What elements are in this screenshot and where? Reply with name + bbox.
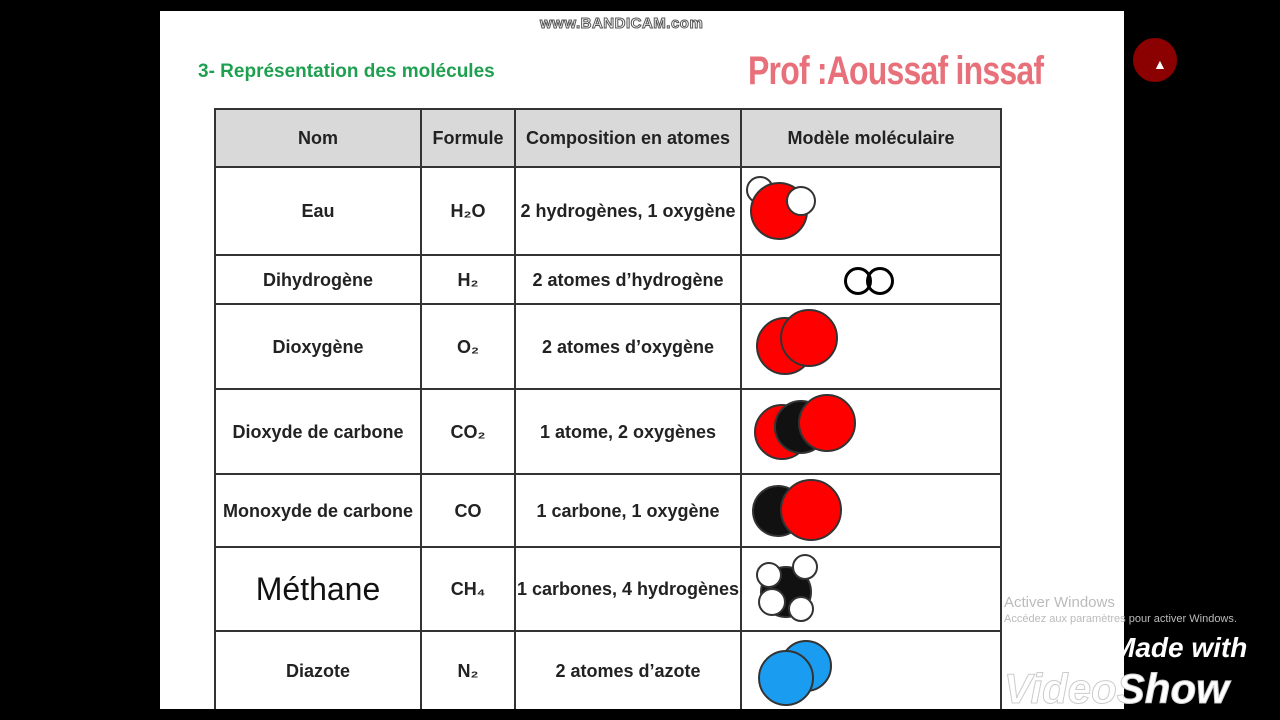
hydrogen-atom — [786, 186, 816, 216]
hydrogen-atom — [866, 267, 894, 295]
cell-nom: Diazote — [215, 631, 421, 709]
videoshow-made-with: Made with — [1112, 632, 1248, 663]
cell-formule: H₂ — [421, 255, 515, 304]
activate-windows-title: Activer Windows — [1004, 594, 1115, 611]
dioxygen-model — [741, 304, 1001, 389]
table-row — [215, 547, 1001, 631]
author-label: Prof :Aoussaf inssaf — [748, 49, 1044, 93]
hydrogen-atom — [756, 562, 782, 588]
cell-composition: 1 carbone, 1 oxygène — [515, 474, 741, 547]
oxygen-atom — [780, 479, 842, 541]
oxygen-atom — [798, 394, 856, 452]
cell-nom: Dioxygène — [215, 304, 421, 389]
water-model — [741, 167, 1001, 255]
oxygen-atom — [780, 309, 838, 367]
cell-formule: O₂ — [421, 304, 515, 389]
molecules-table — [214, 108, 1002, 709]
hydrogen-atom — [758, 588, 786, 616]
cell-formule: CO₂ — [421, 389, 515, 474]
table-row — [215, 389, 1001, 474]
cell-nom: Dihydrogène — [215, 255, 421, 304]
cell-formule: CO — [421, 474, 515, 547]
cell-composition: 1 carbones, 4 hydrogènes — [515, 547, 741, 631]
cursor-icon: ▲ — [1153, 56, 1167, 72]
cell-composition: 2 atomes d’oxygène — [515, 304, 741, 389]
cell-formule: N₂ — [421, 631, 515, 709]
hydrogen-atom — [792, 554, 818, 580]
slide — [160, 11, 1124, 709]
cell-composition: 1 atome, 2 oxygènes — [515, 389, 741, 474]
header-composition: Composition en atomes — [515, 109, 741, 167]
cell-nom: Dioxyde de carbone — [215, 389, 421, 474]
cell-composition: 2 hydrogènes, 1 oxygène — [515, 167, 741, 255]
cell-nom: Eau — [215, 167, 421, 255]
cell-composition: 2 atomes d’azote — [515, 631, 741, 709]
nitrogen-atom — [758, 650, 814, 706]
section-title: 3- Représentation des molécules — [198, 61, 495, 82]
nitrogen-model — [741, 631, 1001, 709]
dihydrogen-model — [741, 255, 1001, 304]
bandicam-watermark: www.BANDICAM.com — [540, 15, 704, 32]
videoshow-logo: VideoShow — [1004, 665, 1229, 712]
header-nom: Nom — [215, 109, 421, 167]
table-row — [215, 167, 1001, 255]
table-row — [215, 304, 1001, 389]
activate-windows-subtitle: Accédez aux paramètres pour activer Windows. — [1004, 613, 1237, 625]
header-row — [215, 109, 1001, 167]
table-row — [215, 474, 1001, 547]
header-formule: Formule — [421, 109, 515, 167]
table-row — [215, 255, 1001, 304]
cell-nom: Monoxyde de carbone — [215, 474, 421, 547]
cell-formule: H₂O — [421, 167, 515, 255]
cell-nom: Méthane — [215, 547, 421, 631]
co-model — [741, 474, 1001, 547]
co2-model — [741, 389, 1001, 474]
header-modele: Modèle moléculaire — [741, 109, 1001, 167]
methane-model — [741, 547, 1001, 631]
table-row — [215, 631, 1001, 709]
cell-formule: CH₄ — [421, 547, 515, 631]
cell-composition: 2 atomes d’hydrogène — [515, 255, 741, 304]
hydrogen-atom — [788, 596, 814, 622]
